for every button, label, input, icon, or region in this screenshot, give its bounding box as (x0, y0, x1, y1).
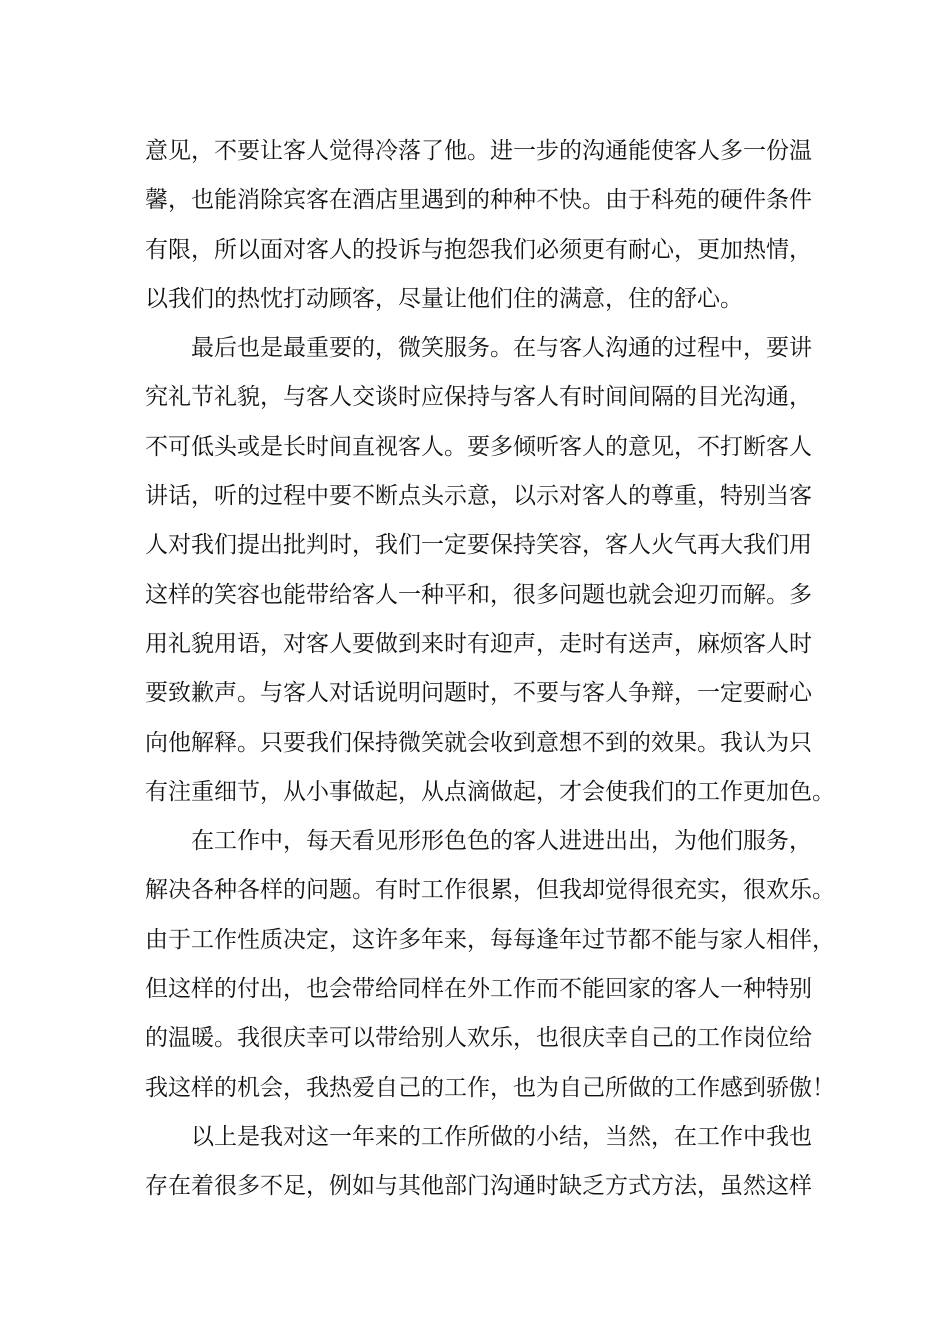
body-text (145, 127, 835, 1212)
text-line: 由于工作性质决定，这许多年来，每每逢年过节都不能与家人相伴， (145, 926, 835, 953)
text-line: 人对我们提出批判时，我们一定要保持笑容，客人火气再大我们用 (145, 532, 812, 559)
text-line: 要致歉声。与客人对话说明问题时，不要与客人争辩，一定要耐心 (145, 680, 812, 707)
text-line: 馨，也能消除宾客在酒店里遇到的种种不快。由于科苑的硬件条件 (145, 187, 812, 214)
text-line: 以我们的热忱打动顾客，尽量让他们住的满意，住的舒心。 (145, 285, 743, 312)
text-line: 解决各种各样的问题。有时工作很累，但我却觉得很充实，很欢乐。 (145, 877, 835, 904)
text-line: 究礼节礼貌，与客人交谈时应保持与客人有时间间隔的目光沟通， (145, 384, 812, 411)
text-line: 存在着很多不足，例如与其他部门沟通时缺乏方式方法，虽然这样 (145, 1173, 812, 1200)
text-line: 的温暖。我很庆幸可以带给别人欢乐，也很庆幸自己的工作岗位给 (145, 1025, 812, 1052)
text-line: 意见，不要让客人觉得冷落了他。进一步的沟通能使客人多一份温 (145, 138, 812, 164)
text-line: 讲话，听的过程中要不断点头示意，以示对客人的尊重，特别当客 (145, 483, 812, 510)
text-line: 有注重细节，从小事做起，从点滴做起，才会使我们的工作更加色。 (145, 778, 835, 805)
text-line: 有限，所以面对客人的投诉与抱怨我们必须更有耐心，更加热情， (145, 236, 812, 263)
text-line: 向他解释。只要我们保持微笑就会收到意想不到的效果。我认为只 (145, 729, 812, 756)
text-line: 不可低头或是长时间直视客人。要多倾听客人的意见，不打断客人 (145, 433, 812, 460)
text-line: 用礼貌用语，对客人要做到来时有迎声，走时有送声，麻烦客人时 (145, 630, 812, 657)
text-line: 但这样的付出，也会带给同样在外工作而不能回家的客人一种特别 (145, 976, 812, 1003)
text-line: 这样的笑容也能带给客人一种平和，很多问题也就会迎刃而解。多 (145, 581, 812, 608)
paragraph-first-line: 在工作中，每天看见形形色色的客人进进出出，为他们服务， (191, 828, 812, 855)
paragraph-first-line: 最后也是最重要的，微笑服务。在与客人沟通的过程中，要讲 (191, 335, 812, 362)
text-line: 我这样的机会，我热爱自己的工作，也为自己所做的工作感到骄傲！ (145, 1074, 835, 1101)
paragraph-first-line: 以上是我对这一年来的工作所做的小结，当然，在工作中我也 (191, 1123, 812, 1150)
